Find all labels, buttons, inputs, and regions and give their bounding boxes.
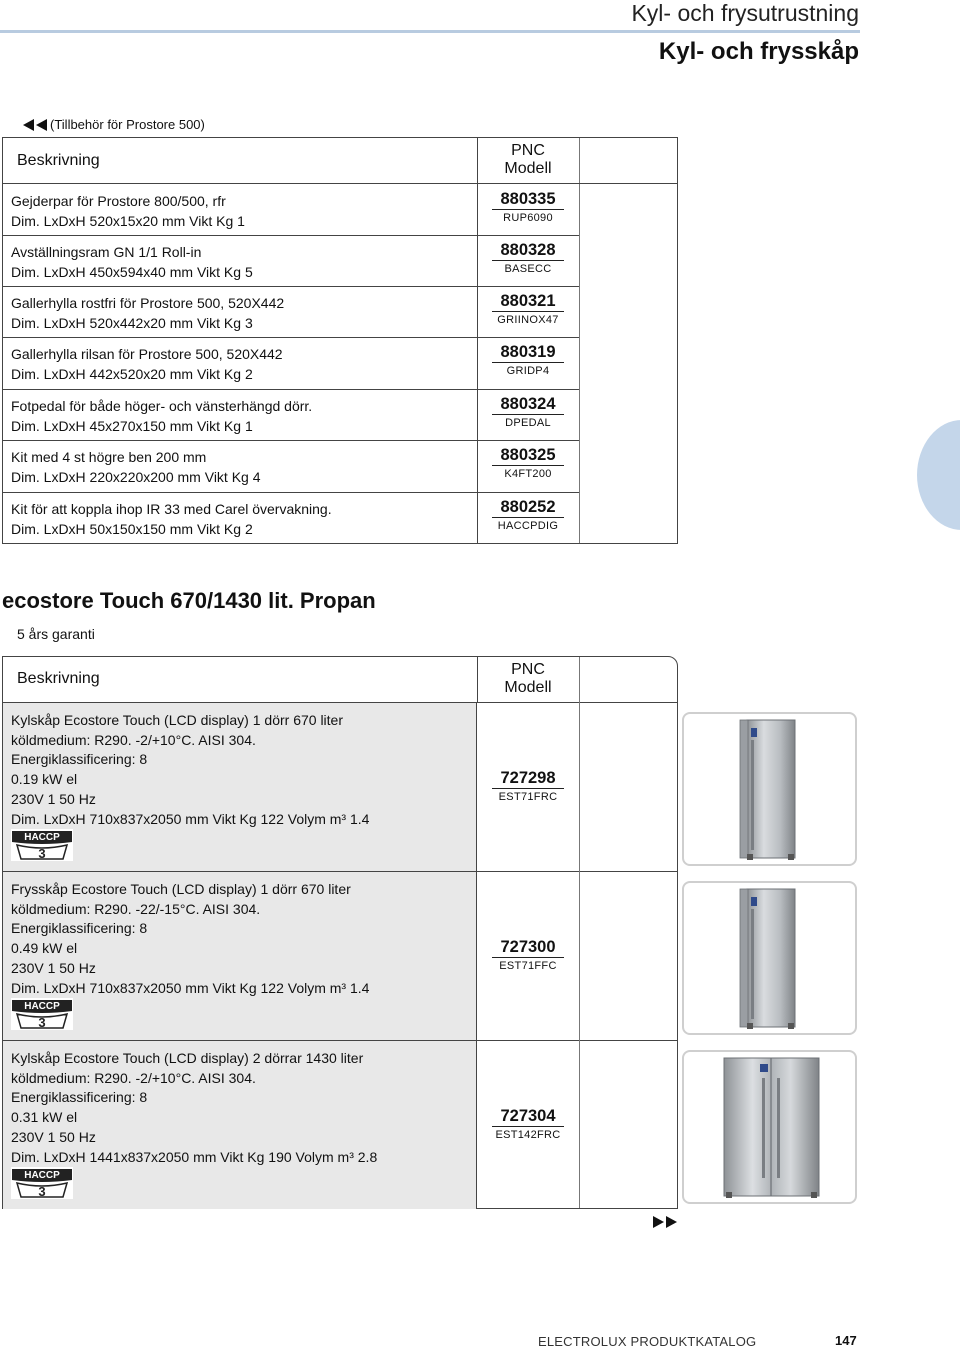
row-pnc-model	[477, 446, 579, 480]
product-spec-line: köldmedium: R290. -22/-15°C. AISI 304.	[11, 900, 261, 917]
row-description	[11, 242, 253, 282]
row-description	[11, 396, 312, 436]
model-code: HACCPDIG	[497, 520, 559, 532]
description-line: Fotpedal för både höger- och vänsterhängd dörr.	[11, 398, 313, 414]
description-line: Gallerhylla rostfri för Prostore 500, 520X442	[11, 295, 285, 311]
product-image	[682, 712, 857, 866]
pnc-number: 880252	[492, 498, 563, 518]
description-line: Kit med 4 st högre ben 200 mm	[11, 449, 207, 465]
product-description	[11, 1049, 377, 1167]
product-spec-line: 0.49 kW el	[11, 940, 78, 957]
haccp-text: HACCP	[24, 832, 60, 843]
pnc-number: 880321	[492, 292, 563, 312]
haccp-level: 3	[38, 1015, 46, 1030]
model-code: BASECC	[504, 263, 552, 275]
double-left-arrow-icon	[22, 118, 48, 132]
header-divider-2	[579, 657, 580, 702]
table-row	[3, 492, 679, 544]
model-code: EST142FRC	[495, 1129, 561, 1141]
section-title: Kyl- och frysskåp	[658, 38, 859, 65]
blank-column	[579, 702, 580, 1208]
model-code: GRIINOX47	[497, 314, 559, 326]
row-description	[11, 191, 245, 231]
row-description	[11, 293, 284, 333]
row-pnc-model	[477, 395, 579, 429]
haccp-badge	[11, 829, 73, 861]
model-code: EST71FFC	[499, 960, 557, 972]
haccp-level: 3	[38, 846, 46, 861]
row-pnc-model	[477, 241, 579, 275]
pnc-number: 880319	[492, 343, 563, 363]
product-spec-line: Energiklassificering: 8	[11, 751, 148, 768]
table-row	[3, 235, 679, 286]
product-spec-line: Dim. LxDxH 710x837x2050 mm Vikt Kg 122 Volym m³ 1.4	[11, 979, 370, 996]
header-rule	[0, 30, 860, 33]
haccp-level: 3	[38, 1184, 46, 1199]
header-description: Beskrivning	[17, 670, 100, 687]
double-right-arrow-icon	[652, 1215, 678, 1229]
product-image	[682, 881, 857, 1035]
dimension-line: Dim. LxDxH 220x220x200 mm Vikt Kg 4	[11, 469, 261, 485]
description-line: Gallerhylla rilsan för Prostore 500, 520X442	[11, 346, 283, 362]
dimension-line: Dim. LxDxH 450x594x40 mm Vikt Kg 5	[11, 264, 253, 280]
product-spec-line: köldmedium: R290. -2/+10°C. AISI 304.	[11, 731, 256, 748]
row-pnc-model	[477, 498, 579, 532]
product-spec-line: Dim. LxDxH 710x837x2050 mm Vikt Kg 122 Volym m³ 1.4	[11, 810, 370, 827]
row-description	[11, 447, 261, 487]
header-model: Modell	[504, 679, 552, 696]
product-pnc-model	[477, 769, 579, 803]
product-section-title: ecostore Touch 670/1430 lit. Propan	[2, 588, 376, 613]
row-description	[11, 499, 332, 539]
product-row	[3, 703, 677, 871]
product-row	[3, 1041, 677, 1209]
product-spec-line: 230V 1 50 Hz	[11, 790, 96, 807]
product-description	[11, 711, 369, 829]
pnc-number: 727298	[492, 769, 563, 789]
product-spec-line: köldmedium: R290. -2/+10°C. AISI 304.	[11, 1069, 256, 1086]
catalog-footer: ELECTROLUX PRODUKTKATALOG	[538, 1334, 757, 1349]
table-row	[3, 184, 679, 235]
product-spec-line: Energiklassificering: 8	[11, 1089, 148, 1106]
description-line: Gejderpar för Prostore 800/500, rfr	[11, 193, 226, 209]
header-pnc-model	[477, 142, 579, 178]
haccp-badge	[11, 998, 73, 1030]
pnc-number: 727304	[492, 1107, 563, 1127]
accessories-table	[2, 137, 678, 544]
model-code: EST71FRC	[498, 791, 558, 803]
haccp-badge	[11, 1167, 73, 1199]
previous-page-note	[22, 117, 205, 132]
dimension-line: Dim. LxDxH 520x442x20 mm Vikt Kg 3	[11, 315, 253, 331]
table-row	[3, 389, 679, 440]
product-spec-line: 0.19 kW el	[11, 771, 78, 788]
product-table	[2, 656, 678, 1209]
product-spec-line: Frysskåp Ecostore Touch (LCD display) 1 dörr 670 liter	[11, 881, 351, 897]
side-tab	[917, 420, 960, 530]
product-spec-line: 0.31 kW el	[11, 1109, 78, 1126]
row-pnc-model	[477, 292, 579, 326]
row-pnc-model	[477, 343, 579, 377]
header-model: Modell	[504, 160, 552, 177]
header-description: Beskrivning	[17, 152, 100, 169]
model-code: K4FT200	[504, 468, 552, 480]
row-pnc-model	[477, 190, 579, 224]
header-pnc: PNC	[511, 142, 545, 159]
haccp-text: HACCP	[24, 1001, 60, 1012]
previous-page-note-text: (Tillbehör för Prostore 500)	[50, 117, 205, 132]
product-spec-line: Energiklassificering: 8	[11, 920, 148, 937]
product-spec-line: 230V 1 50 Hz	[11, 959, 96, 976]
table-row	[3, 286, 679, 337]
product-spec-line: Kylskåp Ecostore Touch (LCD display) 2 dörrar 1430 liter	[11, 1050, 364, 1066]
pnc-number: 880325	[492, 446, 563, 466]
dimension-line: Dim. LxDxH 50x150x150 mm Vikt Kg 2	[11, 521, 253, 537]
header-pnc: PNC	[511, 661, 545, 678]
chapter-title: Kyl- och frysutrustning	[631, 0, 859, 26]
product-row	[3, 872, 677, 1040]
dimension-line: Dim. LxDxH 442x520x20 mm Vikt Kg 2	[11, 366, 253, 382]
pnc-number: 880324	[492, 395, 563, 415]
pnc-number: 727300	[492, 938, 563, 958]
haccp-text: HACCP	[24, 1170, 60, 1181]
product-spec-line: Kylskåp Ecostore Touch (LCD display) 1 dörr 670 liter	[11, 712, 344, 728]
product-description	[11, 880, 369, 998]
page-number: 147	[835, 1333, 857, 1348]
guarantee-text: 5 års garanti	[17, 626, 95, 642]
description-line: Kit för att koppla ihop IR 33 med Carel övervakning.	[11, 501, 332, 517]
row-description	[11, 344, 283, 384]
fridge-double-door-icon	[684, 1052, 855, 1202]
model-code: RUP6090	[503, 212, 553, 224]
model-code: GRIDP4	[506, 365, 550, 377]
pnc-number: 880328	[492, 241, 563, 261]
table-row	[3, 440, 679, 492]
product-image	[682, 1050, 857, 1204]
product-spec-line: Dim. LxDxH 1441x837x2050 mm Vikt Kg 190 Volym m³ 2.8	[11, 1148, 378, 1165]
description-line: Avställningsram GN 1/1 Roll-in	[11, 244, 202, 260]
dimension-line: Dim. LxDxH 520x15x20 mm Vikt Kg 1	[11, 213, 245, 229]
product-pnc-model	[477, 938, 579, 972]
fridge-single-door-icon	[684, 883, 855, 1033]
product-pnc-model	[477, 1107, 579, 1141]
pnc-number: 880335	[492, 190, 563, 210]
model-code: DPEDAL	[505, 417, 551, 429]
header-pnc-model	[477, 661, 579, 697]
fridge-single-door-icon	[684, 714, 855, 864]
product-spec-line: 230V 1 50 Hz	[11, 1128, 96, 1145]
dimension-line: Dim. LxDxH 45x270x150 mm Vikt Kg 1	[11, 418, 253, 434]
table-row	[3, 337, 679, 389]
